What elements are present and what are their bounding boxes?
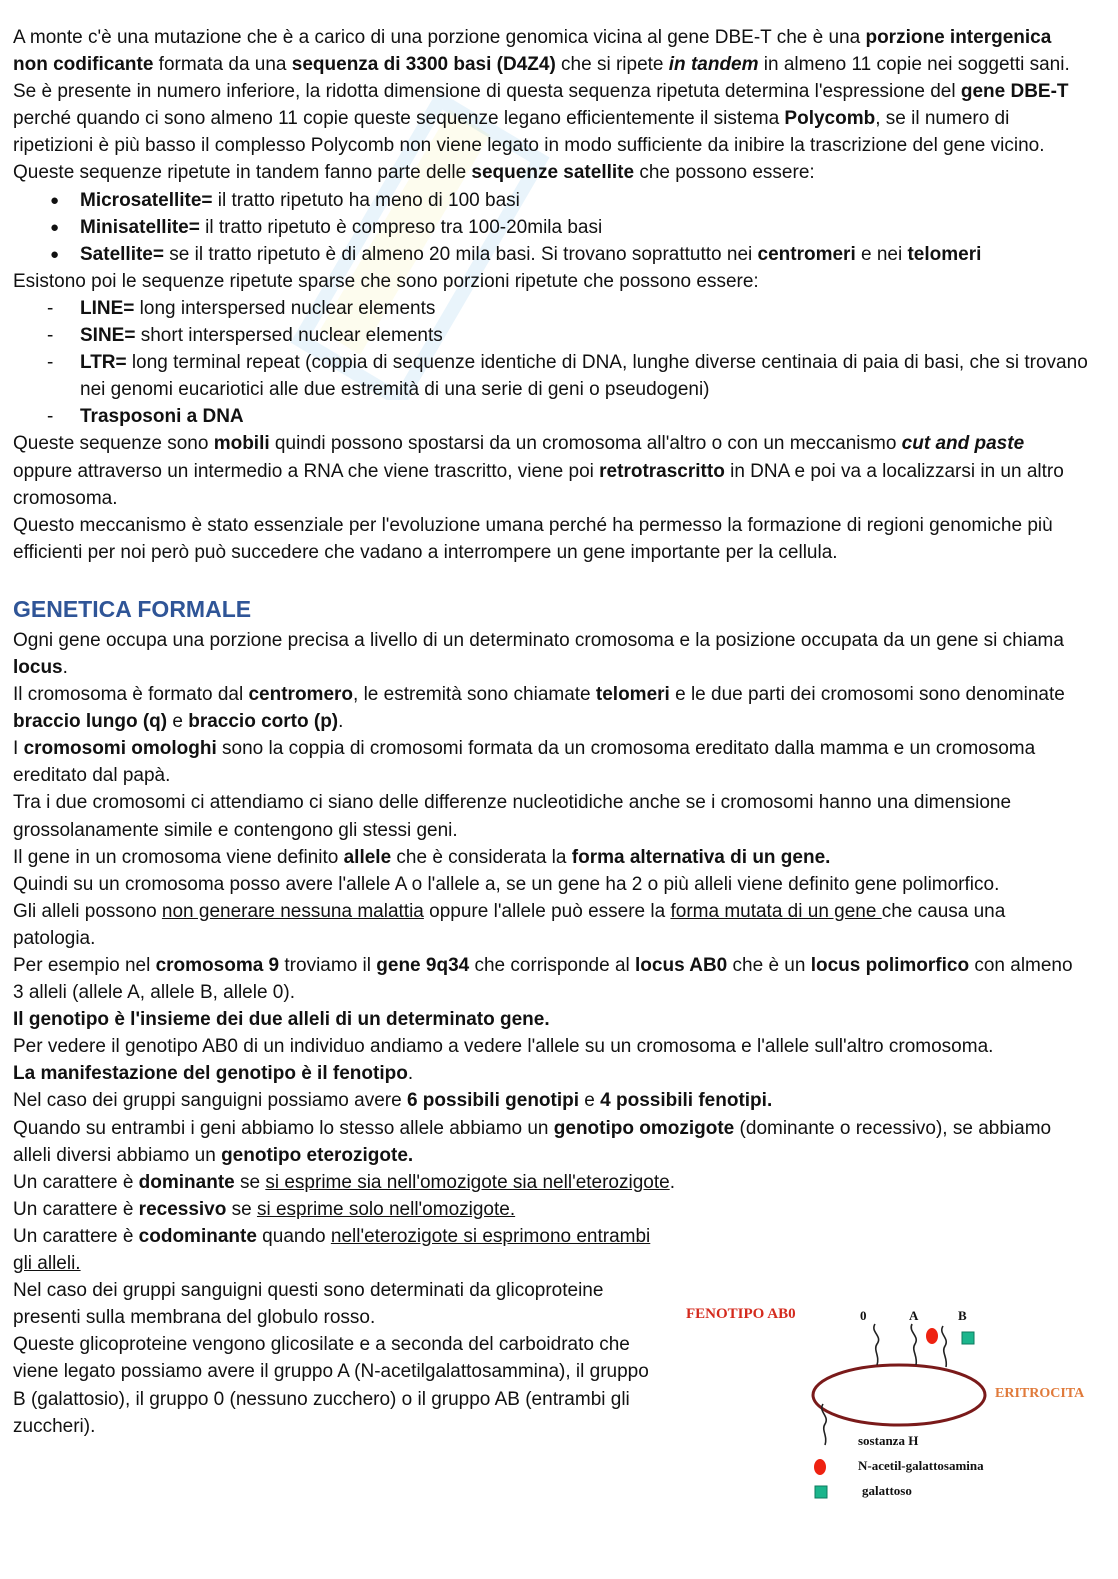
sparse-list: [13, 295, 1088, 430]
paragraph-genotipo-ab0: Per vedere il genotipo AB0 di un individuo andiamo a vedere l'allele su un cromosoma e l'allele sull'altro cromosoma.: [13, 1036, 994, 1058]
paragraph-allele: Il gene in un cromosoma viene definito allele che è considerata la forma alternativa di un gene.: [13, 846, 831, 868]
list-item: ● Microsatellite= il tratto ripetuto ha meno di 100 basi: [13, 187, 1088, 214]
paragraph-fenotipo: La manifestazione del genotipo è il fenotipo.: [13, 1063, 414, 1085]
paragraph-genotipo-def: Il genotipo è l'insieme dei due alleli di un determinato gene.: [13, 1009, 550, 1031]
paragraph-gruppi: Nel caso dei gruppi sanguigni possiamo avere 6 possibili genotipi e 4 possibili fenotipi.: [13, 1090, 773, 1112]
satellite-list: [13, 187, 1088, 268]
galattosio-square: [962, 1332, 974, 1344]
paragraph-alleli-malattia: Gli alleli possono non generare nessuna malattia oppure l'allele può essere la forma mutata di un gene che causa una patologia.: [13, 900, 1006, 949]
legend-red-icon: [814, 1459, 826, 1475]
sostanza-h-chain-0: [874, 1324, 879, 1365]
eritrocita-label: ERITROCITA: [995, 1386, 1085, 1401]
fenotipo-ab0-figure: [680, 1300, 1100, 1515]
paragraph-cromosoma: Il cromosoma è formato dal centromero, le estremità sono chiamate telomeri e le due parti dei cromosomi sono denominate braccio lungo (q) e braccio corto (p).: [13, 684, 1065, 733]
eritrocita-membrane: [813, 1365, 985, 1425]
label-0: 0: [860, 1308, 867, 1323]
paragraph-glicoproteine: Nel caso dei gruppi sanguigni questi sono determinati da glicoproteine presenti sulla membrana del globulo rosso.: [13, 1280, 604, 1329]
paragraph-4: Esistono poi le sequenze ripetute sparse che sono porzioni ripetute che possono essere:: [13, 270, 759, 292]
paragraph-differenze: Tra i due cromosomi ci attendiamo ci siano delle differenze nucleotidiche anche se i cromosomi hanno una dimensione grossolanamente simile e contengono gli stessi geni.: [13, 792, 1012, 841]
legend-n-acetil: N-acetil-galattosamina: [858, 1458, 984, 1473]
sostanza-h-chain-b: [942, 1326, 947, 1367]
list-item: - LTR= long terminal repeat (coppia di sequenze identiche di DNA, lunghe diverse centinaia di paia di basi, che si trovano nei genomi eucariotici alle due estremità di una serie di geni o pseudogeni): [13, 349, 1088, 403]
paragraph-locus: Ogni gene occupa una porzione precisa a livello di un determinato cromosoma e la posizione occupata da un gene si chiama locus.: [13, 629, 1064, 678]
n-acetil-dot: [926, 1328, 938, 1344]
label-b: B: [958, 1308, 967, 1323]
list-item: ● Minisatellite= il tratto ripetuto è compreso tra 100-20mila basi: [13, 214, 1088, 241]
paragraph-6: Questo meccanismo è stato essenziale per l'evoluzione umana perché ha permesso la formazione di regioni genomiche più efficienti per noi però può succedere che vadano a interrompere un gene importante per la cellula.: [13, 514, 1053, 563]
paragraph-glicosilate: Queste glicoproteine vengono glicosilate e a seconda del carboidrato che viene legato possiamo avere il gruppo A (N-acetilgalattosammina), il gruppo B (galattosio), il gruppo 0 (nessuno zucchero) o il gruppo AB (entrambi gli zuccheri).: [13, 1334, 649, 1437]
paragraph-dominante: Un carattere è dominante se si esprime sia nell'omozigote sia nell'eterozigote.: [13, 1171, 675, 1193]
paragraph-polimorfico: Quindi su un cromosoma posso avere l'allele A o l'allele a, se un gene ha 2 o più alleli viene definito gene polimorfico.: [13, 873, 1000, 895]
list-item: - LINE= long interspersed nuclear elements: [13, 295, 1088, 322]
list-item: ● Satellite= se il tratto ripetuto è di almeno 20 mila basi. Si trovano soprattutto nei centromeri e nei telomeri: [13, 241, 1088, 268]
paragraph-esempio-ab0: Per esempio nel cromosoma 9 troviamo il gene 9q34 che corrisponde al locus AB0 che è un locus polimorfico con almeno 3 alleli (allele A, allele B, allele 0).: [13, 955, 1073, 1004]
figure-title: FENOTIPO AB0: [686, 1306, 796, 1322]
legend-sostanza-h: sostanza H: [858, 1433, 919, 1448]
paragraph-omologhi: I cromosomi omologhi sono la coppia di cromosomi formata da un cromosoma ereditato dalla mamma e un cromosoma ereditato dal papà.: [13, 738, 1036, 787]
list-item: - SINE= short interspersed nuclear elements: [13, 322, 1088, 349]
label-a: A: [909, 1308, 919, 1323]
paragraph-codominante: Un carattere è codominante quando nell'eterozigote si esprimono entrambi gli alleli.: [13, 1225, 651, 1275]
document-page: [13, 24, 1088, 1440]
paragraph-2: Se è presente in numero inferiore, la ridotta dimensione di questa sequenza ripetuta determina l'espressione del gene DBE-T perché quando ci sono almeno 11 copie queste sequenze legano efficientemente il sistema Polycomb, se il numero di ripetizioni è più basso il complesso Polycomb non viene legato in modo sufficiente da inibire la trascrizione del gene vicino.: [13, 81, 1069, 157]
paragraph-omozigote: Quando su entrambi i geni abbiamo lo stesso allele abbiamo un genotipo omozigote (dominante o recessivo), se abbiamo alleli diversi abbiamo un genotipo eterozigote.: [13, 1117, 1052, 1166]
paragraph-3: Queste sequenze ripetute in tandem fanno parte delle sequenze satellite che possono essere:: [13, 162, 815, 184]
paragraph-5: Queste sequenze sono mobili quindi possono spostarsi da un cromosoma all'altro o con un meccanismo cut and paste oppure attraverso un intermedio a RNA che viene trascritto, viene poi retrotrascritto in DNA e poi va a localizzarsi in un altro cromosoma.: [13, 433, 1064, 509]
section-title: GENETICA FORMALE: [13, 595, 252, 622]
paragraph-1: A monte c'è una mutazione che è a carico di una porzione genomica vicina al gene DBE-T che è una porzione intergenica non codificante formata da una sequenza di 3300 basi (D4Z4) che si ripete in tandem in almeno 11 copie nei soggetti sani.: [13, 27, 1070, 76]
legend-galattosio: galattoso: [862, 1483, 912, 1498]
list-item: - Trasposoni a DNA: [13, 403, 1088, 430]
wrapped-text-block: [13, 1223, 653, 1440]
legend-green-icon: [815, 1486, 827, 1498]
sostanza-h-chain-a: [911, 1324, 916, 1365]
paragraph-recessivo: Un carattere è recessivo se si esprime solo nell'omozigote.: [13, 1198, 516, 1220]
